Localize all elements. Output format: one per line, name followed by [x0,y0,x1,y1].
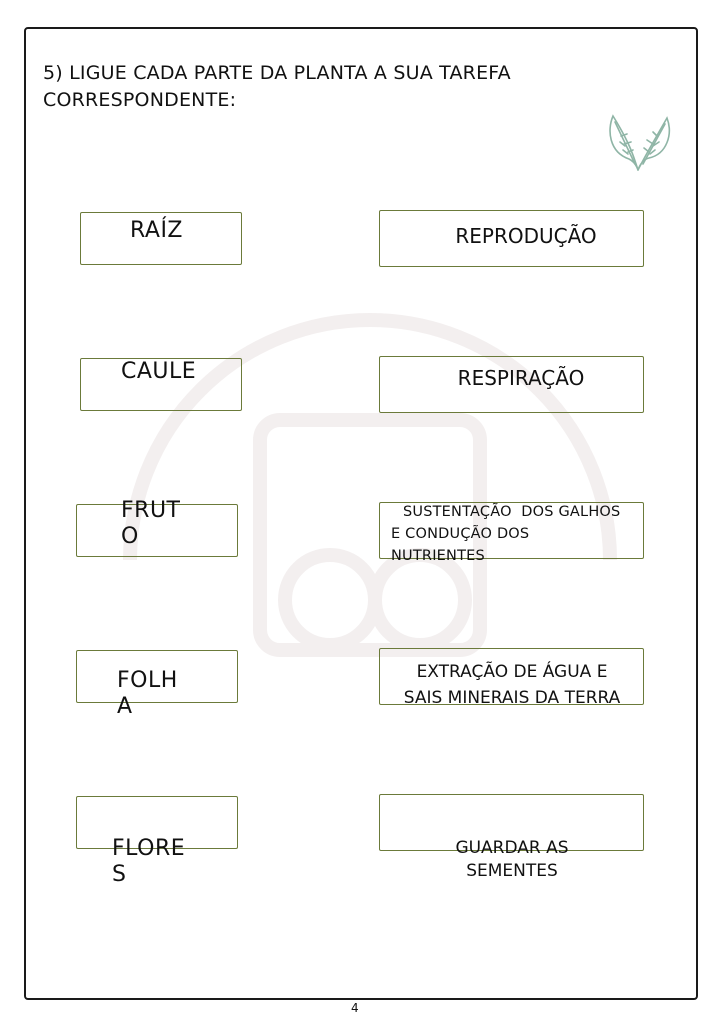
left-label-folha: FOLHA [117,668,178,719]
left-label-caule: CAULE [121,359,197,384]
right-label-guardar: GUARDAR AS SEMENTES [455,838,569,881]
left-label-raiz: RAÍZ [130,218,184,243]
left-label-flores: FLORES [112,836,186,887]
right-label-extracao: EXTRAÇÃO DE ÁGUA E SAIS MINERAIS DA TERRA [403,662,621,708]
left-label-fruto: FRUTO [121,498,181,549]
exercise-title: 5) LIGUE CADA PARTE DA PLANTA A SUA TAREFA CORRESPONDENTE: [43,62,511,111]
page-number: 4 [351,1001,359,1015]
right-label-reproducao: REPRODUÇÃO [455,224,597,248]
right-label-respiracao: RESPIRAÇÃO [457,366,585,390]
right-label-sustentacao: SUSTENTAÇÃO DOS GALHOS E CONDUÇÃO DOS NUTRIENTES [391,504,626,564]
leaves-icon [607,112,673,178]
